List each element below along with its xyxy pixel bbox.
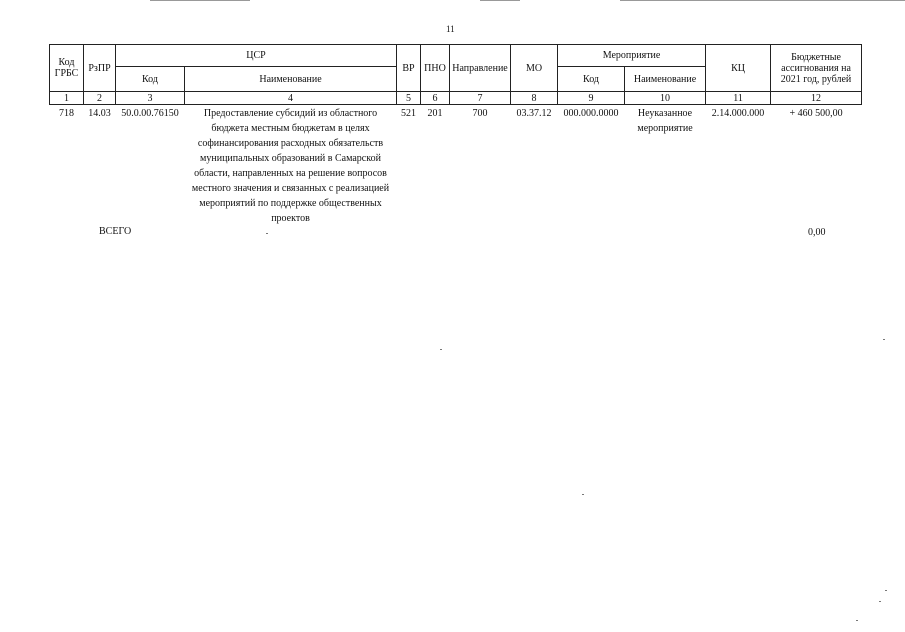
cell-kc: 2.14.000.000: [711, 108, 765, 119]
header-allocations: Бюджетные ассигнования на 2021 год, рублей: [771, 45, 862, 92]
scan-speck: [266, 233, 268, 234]
scan-speck: [440, 349, 442, 350]
cell-vr: 521: [401, 108, 417, 119]
column-number: 8: [511, 92, 558, 105]
column-number: 7: [450, 92, 511, 105]
scan-speck: [582, 494, 584, 495]
header-pno: ПНО: [421, 45, 450, 92]
column-number: 4: [185, 92, 397, 105]
table-row: [50, 105, 862, 227]
scan-speck: [885, 590, 887, 591]
page-number: 11: [446, 24, 455, 34]
cell-mo: 03.37.12: [516, 108, 552, 119]
column-number: 5: [397, 92, 421, 105]
header-grbs: Код ГРБС: [50, 45, 84, 92]
column-number: 11: [706, 92, 771, 105]
column-number: 2: [84, 92, 116, 105]
header-csr-code: Код: [116, 67, 185, 92]
scan-top-line: [150, 0, 250, 1]
cell-rzpr: 14.03: [88, 108, 111, 119]
header-event-code: Код: [558, 67, 625, 92]
header-csr: ЦСР: [116, 45, 397, 67]
header-rzpr: РзПР: [84, 45, 116, 92]
column-number: 1: [50, 92, 84, 105]
column-number-row: [50, 92, 862, 105]
column-number: 9: [558, 92, 625, 105]
header-event: Мероприятие: [558, 45, 706, 67]
scan-speck: [856, 620, 858, 621]
cell-csr-code: 50.0.00.76150: [121, 108, 179, 119]
cell-csr-name: Предоставление субсидий из областного бюджета местным бюджетам в целях софинансирования расходных обязательств муниципальных образований в Самарской области, направленных на решение вопросов местного значения и связанных с реализацией мероприятий по поддержке общественных проектов: [191, 108, 390, 224]
column-number: 3: [116, 92, 185, 105]
total-value: 0,00: [808, 227, 826, 238]
column-number: 6: [421, 92, 450, 105]
budget-table: [49, 44, 862, 226]
cell-amount: + 460 500,00: [789, 108, 843, 119]
cell-direction: 700: [472, 108, 488, 119]
cell-event-code: 000.000.0000: [563, 108, 619, 119]
cell-grbs: 718: [59, 108, 74, 119]
header-kc: КЦ: [706, 45, 771, 92]
header-csr-name: Наименование: [185, 67, 397, 92]
header-direction: Направление: [450, 45, 511, 92]
cell-pno: 201: [427, 108, 443, 119]
header-event-name: Наименование: [625, 67, 706, 92]
column-number: 10: [625, 92, 706, 105]
header-vr: ВР: [397, 45, 421, 92]
column-number: 12: [771, 92, 862, 105]
scan-speck: [879, 601, 881, 602]
header-mo: МО: [511, 45, 558, 92]
scan-speck: [883, 339, 885, 340]
scan-top-line: [480, 0, 520, 1]
cell-event-name: Неуказанное мероприятие: [637, 108, 693, 134]
scan-top-line: [620, 0, 905, 1]
total-label: ВСЕГО: [99, 226, 132, 237]
